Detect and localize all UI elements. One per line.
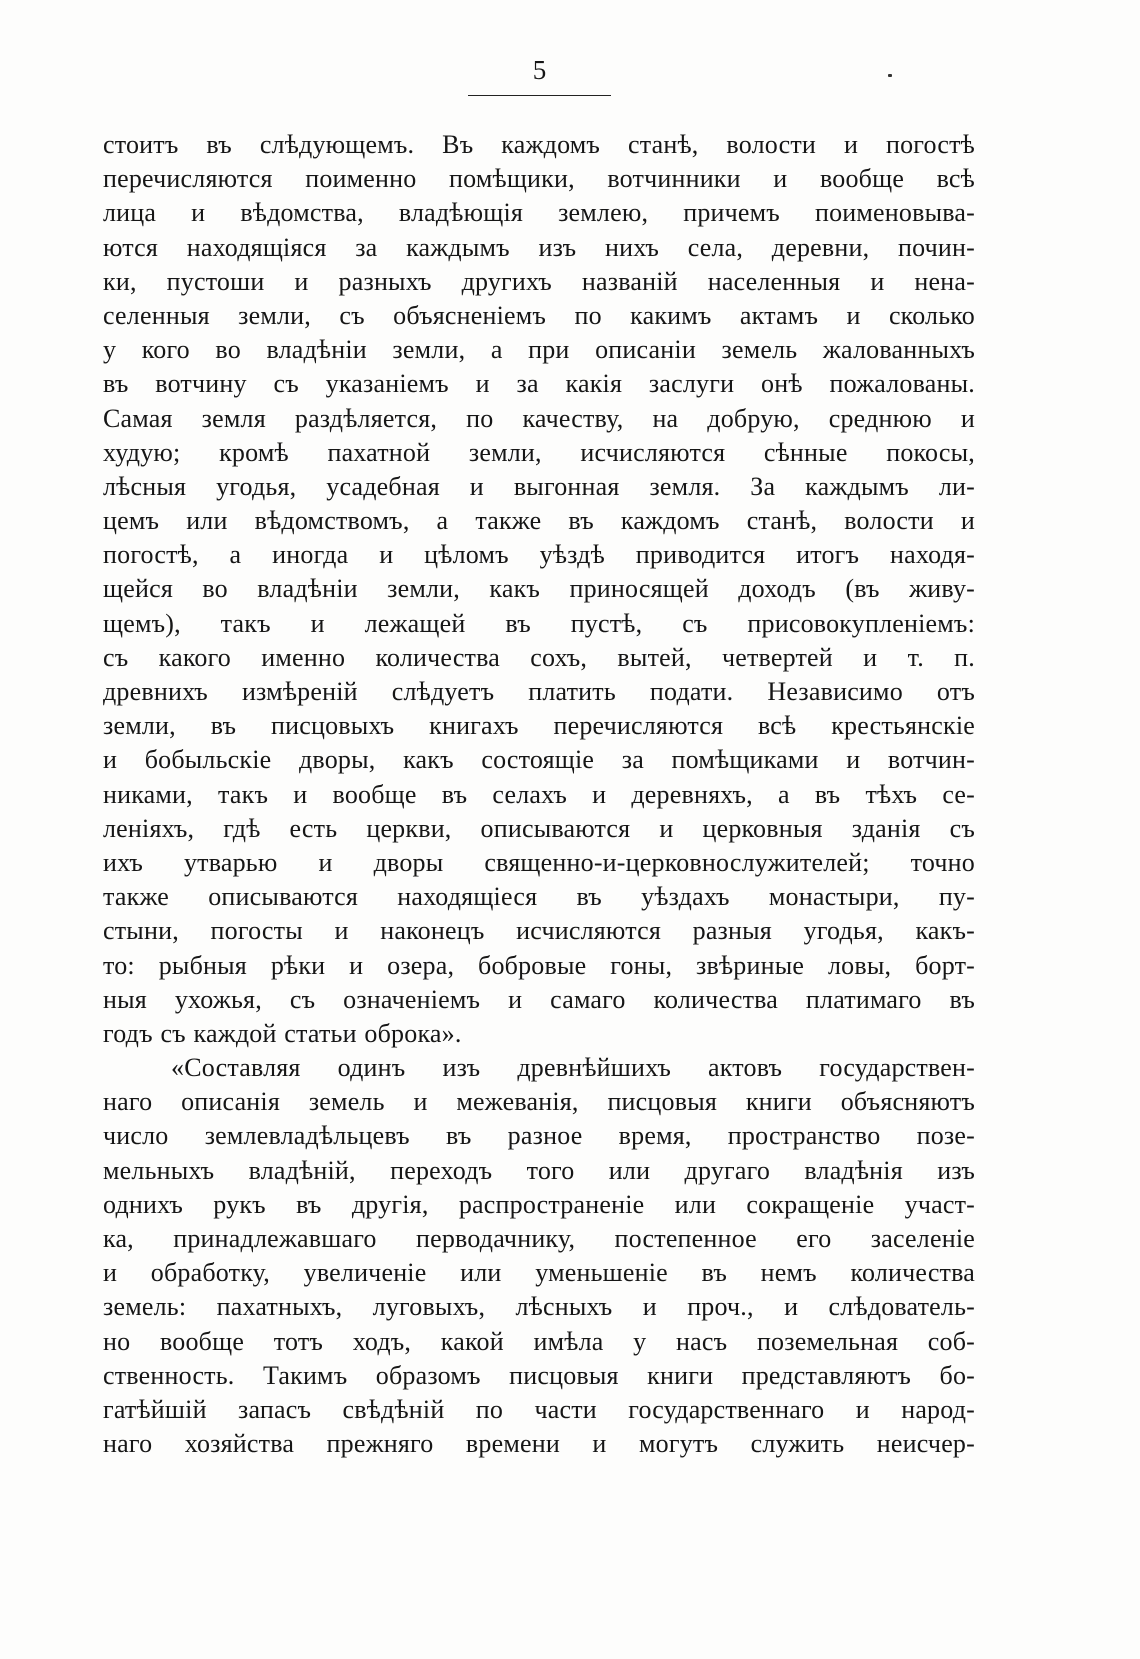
- text-line: перечисляются поименно помѣщики, вотчинники и вообще всѣ: [103, 164, 975, 194]
- text-line: щейся во владѣніи земли, какъ приносящей доходъ (въ живу-: [103, 574, 975, 604]
- page-number: 5: [532, 55, 548, 85]
- text-line: земли, въ писцовыхъ книгахъ перечисляются всѣ крестьянскіе: [103, 711, 975, 741]
- text-line: мельныхъ владѣній, переходъ того или другаго владѣнія изъ: [103, 1155, 975, 1185]
- body-text: [103, 128, 975, 1461]
- text-line: однихъ рукъ въ другія, распространеніе или сокращеніе участ-: [103, 1189, 975, 1219]
- text-line: но вообще тотъ ходъ, какой имѣла у насъ поземельная соб-: [103, 1326, 975, 1356]
- text-line: худую; кромѣ пахатной земли, исчисляются сѣнные покосы,: [103, 437, 975, 467]
- text-line: ственность. Такимъ образомъ писцовыя книги представляютъ бо-: [103, 1360, 975, 1390]
- text-line: стоитъ въ слѣдующемъ. Въ каждомъ станѣ, волости и погостѣ: [103, 130, 975, 159]
- text-line: погостѣ, а иногда и цѣломъ уѣздѣ приводится итогъ находя-: [103, 540, 975, 570]
- text-line: и обработку, увеличеніе или уменьшеніе въ немъ количества: [103, 1258, 975, 1288]
- text-line: и бобыльскіе дворы, какъ состоящіе за помѣщиками и вотчин-: [103, 745, 975, 775]
- text-line: число землевладѣльцевъ въ разное время, пространство позе-: [103, 1121, 975, 1151]
- text-line: никами, такъ и вообще въ селахъ и деревняхъ, а въ тѣхъ се-: [103, 779, 975, 809]
- text-line: земель: пахатныхъ, луговыхъ, лѣсныхъ и проч., и слѣдователь-: [103, 1292, 975, 1322]
- text-line: цемъ или вѣдомствомъ, а также въ каждомъ станѣ, волости и: [103, 506, 975, 536]
- header-rule: [468, 95, 611, 96]
- text-line: наго описанія земель и межеванія, писцовыя книги объясняютъ: [103, 1087, 975, 1117]
- text-line: ныя ухожья, съ означеніемъ и самаго количества платимаго въ: [103, 984, 975, 1014]
- text-line: ются находящіяся за каждымъ изъ нихъ села, деревни, почин-: [103, 232, 975, 262]
- text-line: гатѣйшій запасъ свѣдѣній по части государственнаго и народ-: [103, 1394, 975, 1424]
- text-line: селенныя земли, съ объясненіемъ по какимъ актамъ и сколько: [103, 300, 975, 330]
- text-line: съ какого именно количества сохъ, вытей, четвертей и т. п.: [103, 642, 975, 672]
- text-line: стыни, погосты и наконецъ исчисляются разныя угодья, какъ-: [103, 916, 975, 946]
- text-line: щемъ), такъ и лежащей въ пустѣ, съ присовокупленіемъ:: [103, 608, 975, 638]
- text-line: ка, принадлежавшаго перводачнику, постепенное его заселеніе: [103, 1224, 975, 1253]
- text-line: ки, пустоши и разныхъ другихъ названій населенныя и нена-: [103, 266, 975, 296]
- text-line: ихъ утварью и дворы священно-и-церковнослужителей; точно: [103, 847, 975, 877]
- text-line: то: рыбныя рѣки и озера, бобровые гоны, звѣриные ловы, борт-: [103, 950, 975, 980]
- text-line: годъ съ каждой статьи оброка».: [103, 1018, 462, 1048]
- text-line: «Составляя одинъ изъ древнѣйшихъ актовъ государствен-: [171, 1053, 975, 1083]
- text-line: въ вотчину съ указаніемъ и за какія заслуги онѣ пожалованы.: [103, 369, 975, 399]
- text-line: лица и вѣдомства, владѣющія землею, причемъ поименовыва-: [103, 198, 975, 228]
- text-line: наго хозяйства прежняго времени и могутъ служить неисчер-: [103, 1429, 975, 1459]
- print-speck: [888, 74, 892, 77]
- text-line: древнихъ измѣреній слѣдуетъ платить подати. Независимо отъ: [103, 677, 975, 706]
- text-line: Самая земля раздѣляется, по качеству, на добрую, среднюю и: [103, 403, 975, 433]
- text-line: у кого во владѣніи земли, а при описаніи земель жалованныхъ: [103, 335, 975, 365]
- text-line: также описываются находящіеся въ уѣздахъ монастыри, пу-: [103, 882, 975, 912]
- text-line: леніяхъ, гдѣ есть церкви, описываются и церковныя зданія съ: [103, 813, 975, 843]
- text-line: лѣсныя угодья, усадебная и выгонная земля. За каждымъ ли-: [103, 471, 975, 501]
